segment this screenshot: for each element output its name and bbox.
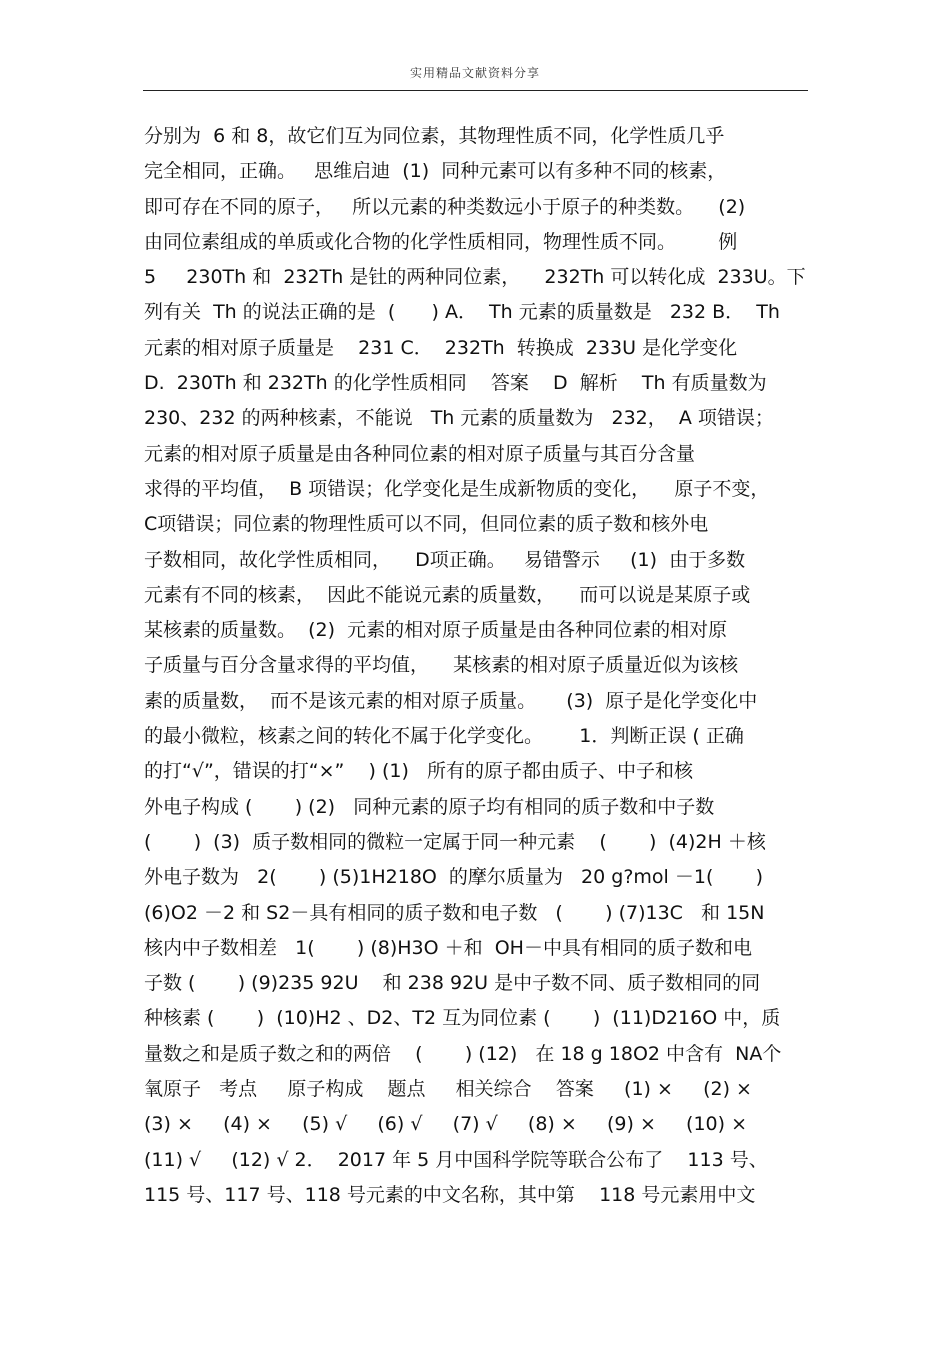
- text-line: 115 号、117 号、118 号元素的中文名称，其中第 118 号元素用中文: [144, 1183, 756, 1206]
- text-line: 5 230Th 和 232Th 是钍的两种同位素， 232Th 可以转化成 233U。下: [144, 266, 806, 289]
- text-line: 完全相同，正确。 思维启迪 (1) 同种元素可以有多种不同的核素，: [144, 160, 727, 183]
- text-line: 求得的平均值， B 项错误；化学变化是生成新物质的变化， 原子不变，: [144, 477, 770, 500]
- text-line: (11) √ (12) √ 2． 2017 年 5 月中国科学院等联合公布了 113 号、: [144, 1148, 768, 1171]
- text-line: 子数 ( ) (9)235 92U 和 238 92U 是中子数不同、质子数相同的同: [144, 972, 761, 995]
- text-line: 氧原子 考点 原子构成 题点 相关综合 答案 (1) × (2) ×: [144, 1078, 752, 1101]
- text-line: 素的质量数， 而不是该元素的相对原子质量。 (3) 原子是化学变化中: [144, 689, 758, 712]
- text-line: (6)O2 －2 和 S2－具有相同的质子数和电子数 ( ) (7)13C 和 15N: [144, 901, 765, 924]
- text-line: C项错误；同位素的物理性质可以不同，但同位素的质子数和核外电: [144, 513, 709, 536]
- text-line: 230、232 的两种核素，不能说 Th 元素的质量数为 232， A 项错误；: [144, 407, 774, 430]
- text-line: 的打“√”，错误的打“×” ) (1) 所有的原子都由质子、中子和核: [144, 760, 694, 783]
- page-header-title: 实用精品文献资料分享: [409, 66, 540, 80]
- header-divider: [143, 90, 808, 91]
- text-line: 外电子数为 2( ) (5)1H218O 的摩尔质量为 20 g?mol －1( ): [144, 866, 764, 889]
- text-line: 核内中子数相差 1( ) (8)H3O ＋和 OH－中具有相同的质子数和电: [144, 936, 752, 959]
- text-line: 元素的相对原子质量是 231 C． 232Th 转换成 233U 是化学变化: [144, 336, 738, 359]
- text-line: ( ) (3) 质子数相同的微粒一定属于同一种元素 ( ) (4)2H ＋核: [144, 830, 766, 853]
- text-line: 由同位素组成的单质或化合物的化学性质相同，物理性质不同。 例: [144, 230, 738, 253]
- text-line: 元素的相对原子质量是由各种同位素的相对原子质量与其百分含量: [144, 442, 696, 465]
- text-line: 的最小微粒，核素之间的转化不属于化学变化。 1．判断正误 ( 正确: [144, 725, 744, 748]
- text-line: 元素有不同的核素， 因此不能说元素的质量数， 而可以说是某原子或: [144, 583, 751, 606]
- text-line: 列有关 Th 的说法正确的是 ( ) A． Th 元素的质量数是 232 B． Th: [144, 301, 780, 324]
- document-body: [144, 119, 814, 1213]
- text-line: 种核素 ( ) (10)H2 、D2、T2 互为同位素 ( ) (11)D216O 中，质: [144, 1007, 781, 1030]
- text-line: (3) × (4) × (5) √ (6) √ (7) √ (8) × (9) × (10) ×: [144, 1113, 748, 1136]
- text-line: 外电子构成 ( ) (2) 同种元素的原子均有相同的质子数和中子数: [144, 795, 715, 818]
- text-line: 子质量与百分含量求得的平均值， 某核素的相对原子质量近似为该核: [144, 654, 739, 677]
- text-line: D. 230Th 和 232Th 的化学性质相同 答案 D 解析 Th 有质量数为: [144, 372, 767, 395]
- text-line: 子数相同，故化学性质相同， D项正确。 易错警示 (1) 由于多数: [144, 548, 746, 571]
- text-line: 某核素的质量数。 (2) 元素的相对原子质量是由各种同位素的相对原: [144, 619, 728, 642]
- text-line: 分别为 6 和 8，故它们互为同位素，其物理性质不同，化学性质几乎: [144, 125, 725, 147]
- text-line: 即可存在不同的原子， 所以元素的种类数远小于原子的种类数。 (2): [144, 195, 746, 218]
- text-line: 量数之和是质子数之和的两倍 ( ) (12) 在 18 g 18O2 中含有 NA个: [144, 1042, 782, 1065]
